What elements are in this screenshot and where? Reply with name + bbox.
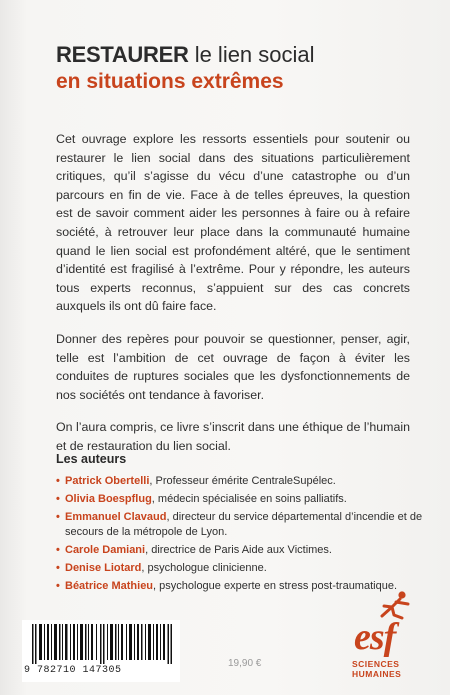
author-desc: , directrice de Paris Aide aux Victimes. — [145, 543, 332, 556]
summary-text — [56, 130, 410, 470]
barcode — [22, 620, 180, 682]
author-item — [56, 474, 426, 489]
publisher-subtitle-line-1: SCIENCES — [352, 659, 400, 669]
author-name: Carole Damiani — [65, 543, 146, 556]
author-desc: , psychologue clinicienne. — [141, 561, 267, 574]
bullet-icon: • — [56, 561, 60, 574]
barcode-number: 9 782710 147305 — [24, 665, 122, 676]
bullet-icon: • — [56, 493, 60, 505]
publisher-logo-text: esf — [354, 616, 396, 658]
author-item — [56, 510, 426, 539]
publisher-logo — [348, 590, 428, 690]
author-desc: , Professeur émérite CentraleSupélec. — [149, 475, 336, 487]
title-lien-social: le lien social — [188, 42, 315, 67]
author-name: Emmanuel Clavaud — [65, 511, 167, 523]
title-restaurer: RESTAURER — [56, 42, 189, 67]
title-line-1 — [56, 42, 436, 68]
book-title — [56, 42, 436, 95]
publisher-subtitle-line-2: HUMAINES — [352, 668, 402, 679]
title-line-2: en situations extrêmes — [56, 70, 284, 93]
authors-heading: Les auteurs — [56, 452, 127, 466]
barcode-bars — [32, 624, 172, 664]
author-item — [56, 543, 426, 558]
author-item — [56, 492, 426, 507]
author-name: Olivia Boespflug — [65, 493, 152, 505]
author-item — [56, 561, 426, 576]
author-desc: , psychologue experte en stress post-traumatique. — [153, 579, 397, 592]
authors-list — [56, 474, 426, 597]
summary-paragraph-2: Donner des repères pour pouvoir se questionner, penser, agir, telle est l’ambition de cet ouvrage de façon à éviter les conduites de ruptures sociales que les dysfonctionnements de nos sociétés ont tendance à favoriser. — [56, 331, 410, 402]
summary-paragraph-1: Cet ouvrage explore les ressorts essentiels pour soutenir ou restaurer le lien social dans des situations particulièrement critiques, qu’il s’agisse du vécu d’une catastrophe ou d’un parcours en fin de vie. Face à de telles épreuves, la question est de savoir comment aider les personnes à faire ou à refaire société, à retrouver leur place dans la communauté humaine quand le lien social est profondément altéré, que le sentiment d’identité est fragilisé à l’extrême. Pour y répondre, les auteurs tous experts reconnus, s’appuient sur des cas concrets auxquels ils ont dû faire face. — [56, 132, 410, 314]
summary-paragraph-3: On l’aura compris, ce livre s’inscrit dans une éthique de l’humain et de restauration du lien social. — [56, 420, 410, 453]
bullet-icon: • — [56, 511, 60, 523]
author-desc: , directeur du service départemental d’incendie et de secours de la métropole de Lyon. — [65, 511, 423, 538]
bullet-icon: • — [56, 543, 60, 556]
bullet-icon: • — [56, 475, 60, 487]
author-name: Béatrice Mathieu — [65, 579, 154, 592]
price: 19,90 € — [228, 658, 262, 669]
publisher-subtitle — [352, 660, 428, 679]
author-name: Patrick Obertelli — [65, 475, 150, 487]
bullet-icon: • — [56, 579, 60, 592]
author-desc: , médecin spécialisée en soins palliatifs. — [151, 493, 347, 505]
author-name: Denise Liotard — [65, 561, 142, 574]
